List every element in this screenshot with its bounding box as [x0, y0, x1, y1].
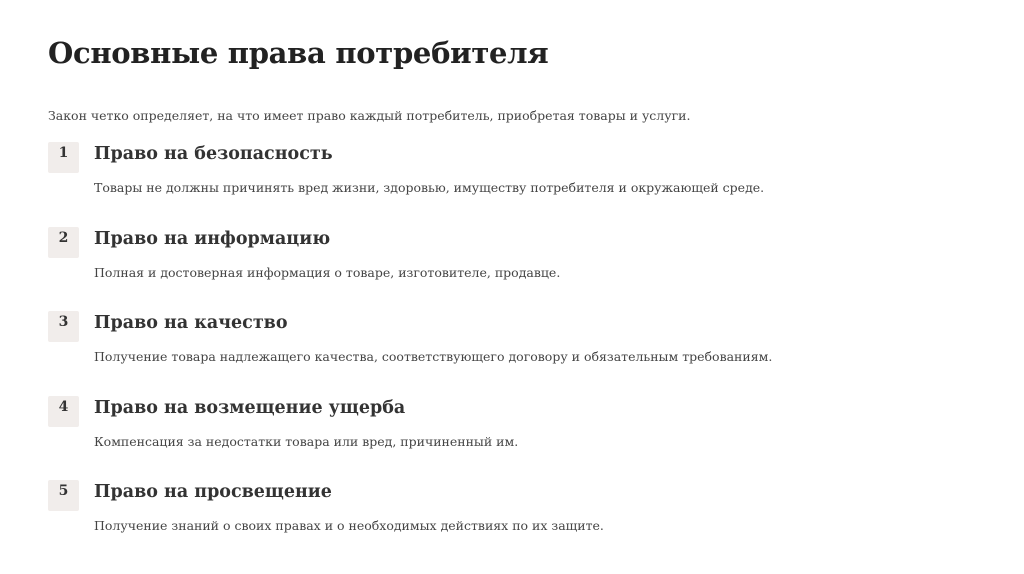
right-item-5 — [48, 480, 988, 565]
right-item-1 — [48, 142, 988, 227]
right-item-4 — [48, 396, 988, 481]
right-item-3 — [48, 311, 988, 396]
right-title: Право на безопасность — [94, 144, 333, 164]
page-title: Основные права потребителя — [48, 36, 549, 70]
right-title: Право на качество — [94, 313, 288, 334]
rights-list — [48, 142, 988, 565]
right-item-2 — [48, 227, 988, 312]
number-badge: 1 — [48, 142, 79, 173]
number-badge: 4 — [48, 396, 79, 427]
number-badge: 2 — [48, 227, 79, 258]
right-title: Право на просвещение — [94, 482, 332, 503]
right-description: Товары не должны причинять вред жизни, здоровью, имуществу потребителя и окружающей среде. — [94, 180, 765, 195]
right-description: Компенсация за недостатки товара или вред, причиненный им. — [94, 433, 519, 449]
right-description: Получение знаний о своих правах и о необходимых действиях по их защите. — [94, 518, 604, 534]
right-title: Право на возмещение ущерба — [94, 397, 406, 418]
right-title: Право на информацию — [94, 228, 331, 249]
intro-text: Закон четко определяет, на что имеет право каждый потребитель, приобретая товары и услуги. — [48, 108, 691, 123]
right-description: Получение товара надлежащего качества, соответствующего договору и обязательным требованиям. — [94, 349, 773, 365]
number-badge: 5 — [48, 480, 79, 511]
right-description: Полная и достоверная информация о товаре, изготовителе, продавце. — [94, 264, 561, 280]
number-badge: 3 — [48, 311, 79, 342]
